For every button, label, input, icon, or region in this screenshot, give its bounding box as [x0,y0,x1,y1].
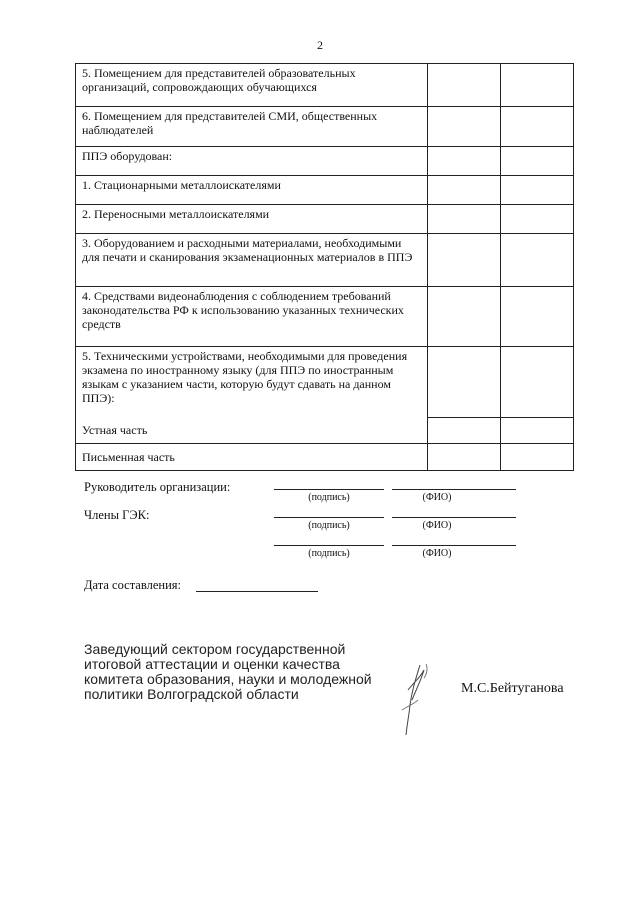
table-row [76,64,574,107]
handwritten-signature-icon [390,660,440,740]
gek-label: Члены ГЭК: [84,508,150,522]
answer-cell-no[interactable] [501,64,574,107]
date-line[interactable] [196,591,318,592]
row-label: 2. Переносными металлоискателями [76,205,428,234]
row-label: 1. Стационарными металлоискателями [76,176,428,205]
position-line: итоговой аттестации и оценки качества [84,656,340,672]
name-hint: (ФИО) [422,520,452,531]
table-row [76,287,574,347]
answer-cell-no[interactable] [501,234,574,287]
answer-cell-no[interactable] [501,347,574,471]
head-name-line[interactable] [392,489,516,490]
gek-signature-line-1[interactable] [274,517,384,518]
answer-cell-yes[interactable] [428,234,501,287]
row-label: 6. Помещением для представителей СМИ, общественных наблюдателей [76,107,428,147]
signature-hint: (подпись) [308,492,350,503]
answer-cell-no[interactable] [501,147,574,176]
table-row [76,234,574,287]
table-row [76,176,574,205]
position-line: политики Волгоградской области [84,686,299,702]
answer-cell-yes[interactable] [428,176,501,205]
signatory-name: М.С.Бейтуганова [461,681,564,696]
position-title [84,642,372,702]
position-line: Заведующий сектором государственной [84,641,346,657]
gek-name-line-2[interactable] [392,545,516,546]
position-line: комитета образования, науки и молодежной [84,671,372,687]
signature-hint: (подпись) [308,548,350,559]
answer-cell-yes[interactable] [428,107,501,147]
head-signature-line[interactable] [274,489,384,490]
name-hint: (ФИО) [422,548,452,559]
answer-cell-yes[interactable] [428,205,501,234]
answer-cell-yes[interactable] [428,287,501,347]
row-label: 5. Помещением для представителей образовательных организаций, сопровождающих обучающихся [76,64,428,107]
answer-cell-no[interactable] [501,176,574,205]
page-number: 2 [317,38,323,52]
answer-cell-yes[interactable] [428,64,501,107]
row-label: ППЭ оборудован: [76,147,428,176]
answer-cell-no[interactable] [501,107,574,147]
signature-hint: (подпись) [308,520,350,531]
head-label: Руководитель организации: [84,480,231,494]
gek-signature-line-2[interactable] [274,545,384,546]
row-label: 4. Средствами видеонаблюдения с соблюдением требований законодательства РФ к использованию указанных технических средств [76,287,428,347]
answer-cell-yes[interactable] [428,347,501,471]
row-label: 5. Техническими устройствами, необходимыми для проведения экзамена по иностранному языку (для ППЭ по иностранным языкам с указанием части, которую будут сдавать на данном ППЭ): [82,349,408,405]
table-row [76,347,574,471]
sub-row-written: Письменная часть [76,443,427,470]
answer-cell-no[interactable] [501,287,574,347]
answer-cell-no[interactable] [501,205,574,234]
row-label-group [76,347,428,471]
name-hint: (ФИО) [422,492,452,503]
date-label: Дата составления: [84,578,181,592]
table-row [76,147,574,176]
table-row [76,205,574,234]
answer-cell-yes[interactable] [428,147,501,176]
equipment-table [75,63,574,471]
sub-row-oral: Устная часть [82,423,148,437]
row-label: 3. Оборудованием и расходными материалами, необходимыми для печати и сканирования экзаменационных материалов в ППЭ [76,234,428,287]
gek-name-line-1[interactable] [392,517,516,518]
table-row [76,107,574,147]
